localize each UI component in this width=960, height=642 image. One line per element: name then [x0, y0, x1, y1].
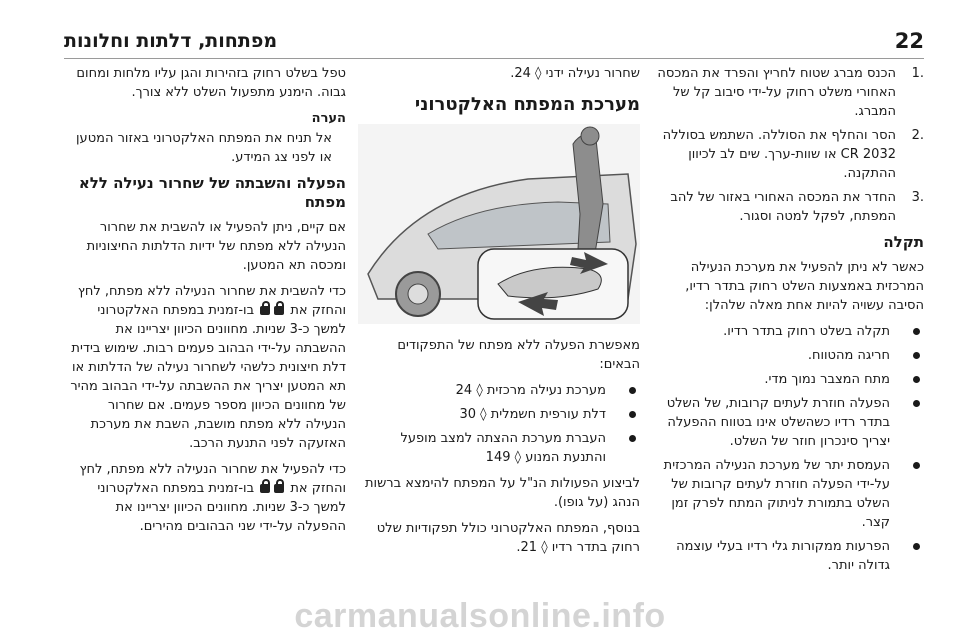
car-door-handle-illustration: [358, 124, 640, 324]
step-2: [652, 126, 924, 183]
padlock-icon: [274, 484, 284, 493]
keyless-intro: מאפשרת הפעלה ללא מפתח של התפקודים הבאים:: [397, 338, 640, 372]
activate-instructions: [64, 460, 346, 536]
deactivate-text-a: כדי להשבית את שחרור הנעילה ללא מפתח, לחץ והחזק את: [77, 284, 346, 318]
section-title: מפתחות, דלתות וחלונות: [64, 30, 278, 52]
step-1: [652, 64, 924, 121]
page-number: 22: [894, 29, 924, 53]
step-number: .2: [911, 128, 924, 143]
fault-intro: כאשר לא ניתן להפעיל את מערכת הנעילה המרכזית באמצעות השלט רחוק בתדר רדיו, הסיבה עשויה להיות אחת מאלה שלהלן:: [685, 260, 924, 313]
activation-heading: הפעלה והשבתה של שחרור נעילה ללא מפתח: [78, 174, 346, 211]
manual-unlock-ref: שחרור נעילה ידני ◊ 24.: [510, 66, 640, 81]
padlock-icon: [274, 306, 284, 315]
activation-para-1: אם קיים, ניתן להפעיל או להשבית את שחרור הנעילה ללא מפתח של ידיות הדלתות החיצוניות ומכסה תא המטען.: [86, 220, 346, 273]
step-number: .1: [911, 66, 924, 81]
column-middle: [358, 64, 640, 634]
note-heading: הערה: [311, 111, 346, 126]
list-item: העמסת יתר של מערכת הנעילה המרכזית על-ידי הפעלה חוזרת לעתים קרובות של השלט בתמורת לניתוק המתח לפרק זמן קצר.: [652, 456, 924, 532]
deactivate-instructions: [64, 282, 346, 453]
list-item: חריגה מהטווח.: [652, 346, 924, 365]
page-header: [64, 28, 924, 54]
deactivate-text-b: בו-זמנית במפתח האלקטרוני למשך כ-3 שניות. מחוונים הכיוון יצריינו את ההשבתה על-ידי הבהוב פעמים רבות. שימוש בידית דלת חיצונית כלשהי לשחרור נעילה של הדלתות או תא המטען יצריך את ההשבתה על-ידי הבהוב מהיר של מחוונים הכיוון מספר פעמים. אם שחרור הנעילה ללא מפתח מושבת, השבת את מערכת האזעקה לפני התנעת הרכב.: [70, 303, 346, 451]
header-rule: [64, 58, 924, 59]
step-text: הסר והחלף את הסוללה. השתמש בסוללה CR 2032 או שוות-ערך. שים לב לכיוון ההתקנה.: [662, 128, 896, 181]
fault-list: [652, 322, 924, 575]
list-item: העברת מערכת ההצתה למצב מופעל והתנעת המנוע ◊ 149: [358, 429, 640, 467]
step-text: החדר את המכסה האחורי באזור של להב המפתח, לפקל למטה וסגור.: [670, 190, 896, 224]
care-intro: טפל בשלט רחוק בזהירות והגן עליו מלחות ומחום גבוה. הימנע מתפעול השלט ללא צורך.: [76, 66, 346, 100]
step-text: הכנס מברג שטוח לחריץ והפרד את המכסה האחורי משלט רחוק על-ידי סיבוב קל של המברג.: [657, 66, 896, 119]
step-number: .3: [911, 190, 924, 205]
list-item: תקלה בשלט רחוק בתדר רדיו.: [652, 322, 924, 341]
padlock-icon: [260, 484, 270, 493]
padlock-icon: [260, 306, 270, 315]
list-item: הפרעות ממקורות גלי רדיו בעלי עוצמה גדולה יותר.: [652, 537, 924, 575]
list-item: מערכת נעילה מרכזית ◊ 24: [358, 381, 640, 400]
keyless-functions-list: [358, 381, 640, 467]
fault-heading: תקלה: [883, 233, 924, 251]
keyless-para-1: לביצוע הפעולות הנ"ל על המפתח להימצא ברשות הנהג (על גופו).: [364, 476, 640, 510]
list-item: דלת עורפית חשמלית ◊ 30: [358, 405, 640, 424]
column-left: [64, 64, 346, 634]
electronic-key-heading: מערכת המפתח האלקטרוני: [414, 94, 640, 115]
step-3: [652, 188, 924, 226]
activate-text-b: בו-זמנית במפתח האלקטרוני למשך כ-3 שניות. מחוונים הכיוון יצריינו את ההפעלה על-ידי שני הבהובים מהירים.: [97, 481, 346, 534]
watermark: carmanualsonline.info: [294, 597, 666, 635]
column-right: [652, 64, 924, 634]
activate-text-a: כדי להפעיל את שחרור הנעילה ללא מפתח, לחץ והחזק את: [79, 462, 346, 496]
list-item: מתח המצבר נמוך מדי.: [652, 370, 924, 389]
keyless-para-2: בנוסף, המפתח האלקטרוני כולל תפקודיות שלט רחוק בתדר רדיו ◊ 21.: [376, 521, 640, 555]
list-item: הפעלה חוזרת לעתים קרובות, של השלט בתדר רדיו כשהשלט אינו בטווח ההפעלה יצריך סינכרון חוזר של השלט.: [652, 394, 924, 451]
note-text: אל תניח את המפתח האלקטרוני באזור המטען או לפני צג המידע.: [76, 131, 332, 165]
